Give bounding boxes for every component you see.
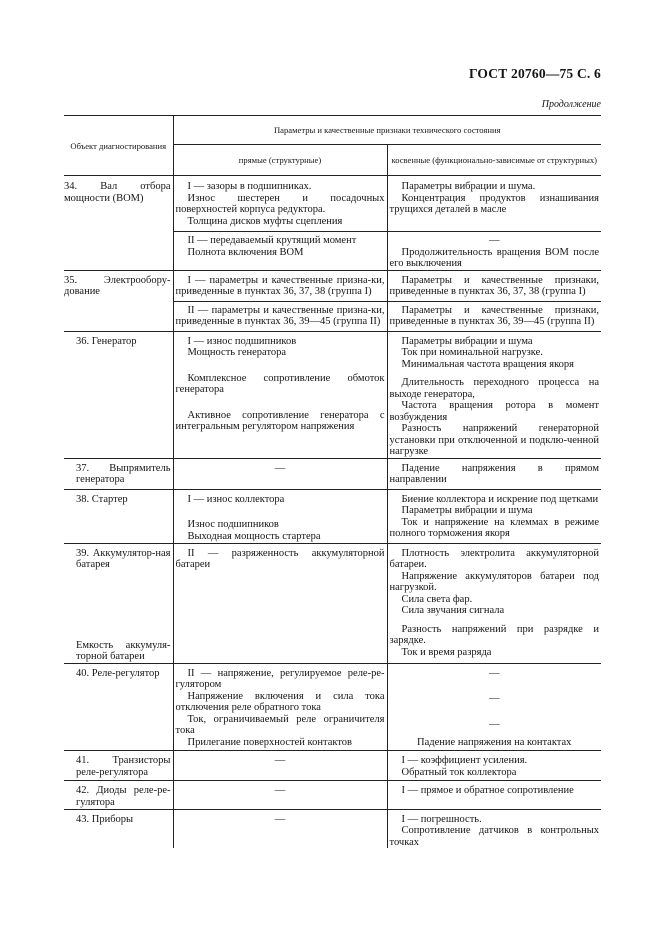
indirect-param: Параметры вибрации и шума. <box>401 181 536 192</box>
header-object: Объект диагностирования <box>64 116 173 176</box>
object-cell: 41. Транзисторы реле-регулятора <box>64 751 173 781</box>
indirect-param: Плотность электролита аккумуляторной батареи. <box>389 547 599 570</box>
indirect-param: Параметры вибрации и шума <box>401 505 533 516</box>
indirect-param: Биение коллектора и искрение под щетками <box>401 493 599 505</box>
direct-param: II — разряженность аккумуляторной батареи <box>175 547 385 570</box>
object-cell: 34. Вал отбора мощности (ВОМ) <box>64 181 171 204</box>
indirect-param: Концентрация продуктов изнашивания трущихся деталей в масле <box>389 192 599 215</box>
table-row <box>64 809 601 848</box>
object-cell <box>64 543 173 663</box>
indirect-param: Минимальная частота вращения якоря <box>401 358 574 370</box>
indirect-param: I — погрешность. <box>401 813 482 825</box>
direct-param: II — параметры и качественные призна-ки, приведенные в пунктах 36, 39—45 (группа II) <box>175 304 385 327</box>
table-row <box>64 543 601 663</box>
table-row <box>64 270 601 301</box>
continuation-label: Продолжение <box>541 99 601 110</box>
indirect-param: Параметры и качественные признаки, приведенные в пунктах 36, 37, 38 (группа I) <box>389 274 599 297</box>
direct-param: Ток, ограничиваемый реле ограничителя тока <box>175 713 385 736</box>
header-indirect: косвенные (функционально-зависимые от структурных) <box>387 145 601 176</box>
direct-param: Комплексное сопротивление обмоток генератора <box>175 372 385 395</box>
direct-param: Напряжение включения и сила тока отключения реле обратного тока <box>175 690 385 713</box>
indirect-param: Ток при номинальной нагрузке. <box>401 347 543 358</box>
direct-param: Активное сопротивление генератора с интегральным регулятором напряжения <box>175 409 385 432</box>
indirect-param: Продолжительность вращения ВОМ после его выключения <box>389 246 599 269</box>
object-cell: 43. Приборы <box>64 809 173 848</box>
indirect-param: Падение напряжения в прямом направлении <box>389 462 599 485</box>
diagnostics-table <box>64 115 601 848</box>
header-direct: прямые (структурные) <box>173 145 387 176</box>
indirect-param: Параметры и качественные признаки, приведенные в пунктах 36, 39—45 (группа II) <box>389 304 599 327</box>
object-cell: 42. Диоды реле-ре-гулятора <box>64 781 173 810</box>
direct-param: — <box>274 785 286 796</box>
table-row <box>64 331 601 458</box>
indirect-param: I — коэффициент усиления. <box>401 755 528 766</box>
object-cell: 36. Генератор <box>64 331 173 458</box>
indirect-param: Напряжение аккумуляторов батареи под нагрузкой. <box>389 570 599 593</box>
direct-param: — <box>274 755 286 766</box>
indirect-param: Разность напряжений при разрядке и зарядке. <box>389 623 599 646</box>
indirect-param: Ток и напряжение на клеммах в режиме полного торможения якоря <box>389 516 599 539</box>
indirect-param: — <box>489 718 500 730</box>
indirect-param: Частота вращения ротора в момент возбуждения <box>389 400 599 423</box>
direct-param: Прилегание поверхностей контактов <box>187 736 352 748</box>
indirect-param: Сопротивление датчиков в контрольных точках <box>389 825 599 848</box>
object-cell: 35. Электрообору-дование <box>64 270 173 331</box>
table-row <box>64 176 601 232</box>
object-subitem: Емкость аккумуля-торной батареи <box>76 639 171 662</box>
table-row <box>64 751 601 781</box>
object-name: 39. Аккумулятор-ная батарея <box>76 547 171 570</box>
indirect-param: Обратный ток коллектора <box>401 766 517 778</box>
direct-param: I — зазоры в подшипниках. <box>187 181 312 192</box>
indirect-param: Параметры вибрации и шума <box>401 335 533 347</box>
direct-param: Полнота включения ВОМ <box>187 246 304 258</box>
header-params: Параметры и качественные признаки технического состояния <box>173 116 601 145</box>
indirect-param: Падение напряжения на контактах <box>417 737 572 748</box>
object-cell: 40. Реле-регулятор <box>64 663 173 751</box>
direct-param: I — износ подшипников <box>187 335 297 347</box>
indirect-param: — <box>489 667 500 679</box>
indirect-param: — <box>489 693 500 704</box>
page-header: ГОСТ 20760—75 С. 6 <box>468 66 601 81</box>
indirect-param: Ток и время разряда <box>401 646 492 658</box>
table-row <box>64 663 601 751</box>
direct-param: Мощность генератора <box>187 347 287 358</box>
direct-param: Выходная мощность стартера <box>187 530 321 542</box>
direct-param: Износ шестерен и посадочных поверхностей корпуса редуктора. <box>175 192 385 215</box>
object-cell: 38. Стартер <box>64 489 173 543</box>
direct-param: I — износ коллектора <box>187 493 285 505</box>
object-cell: 37. Выпрямитель генератора <box>64 458 173 489</box>
indirect-param: Разность напряжений генераторной установки при отключенной и подклю-ченной нагрузке <box>389 423 599 457</box>
direct-param: II — напряжение, регулируемое реле-ре-гулятором <box>175 667 385 690</box>
table-row <box>64 489 601 543</box>
direct-param: Износ подшипников <box>187 519 279 530</box>
direct-param: II — передаваемый крутящий момент <box>187 235 357 246</box>
indirect-param: Длительность переходного процесса на выходе генератора, <box>389 377 599 400</box>
indirect-param: Сила звучания сигнала <box>401 605 505 616</box>
indirect-param: Сила света фар. <box>401 593 473 605</box>
indirect-param: — <box>489 235 500 246</box>
table-row <box>64 781 601 810</box>
indirect-param: I — прямое и обратное сопротивление <box>401 785 574 796</box>
direct-param: I — параметры и качественные призна-ки, приведенные в пунктах 36, 37, 38 (группа I) <box>175 274 385 297</box>
direct-param: Толщина дисков муфты сцепления <box>187 215 343 227</box>
table-row <box>64 458 601 489</box>
direct-param: — <box>274 462 286 474</box>
direct-param: — <box>274 813 286 825</box>
